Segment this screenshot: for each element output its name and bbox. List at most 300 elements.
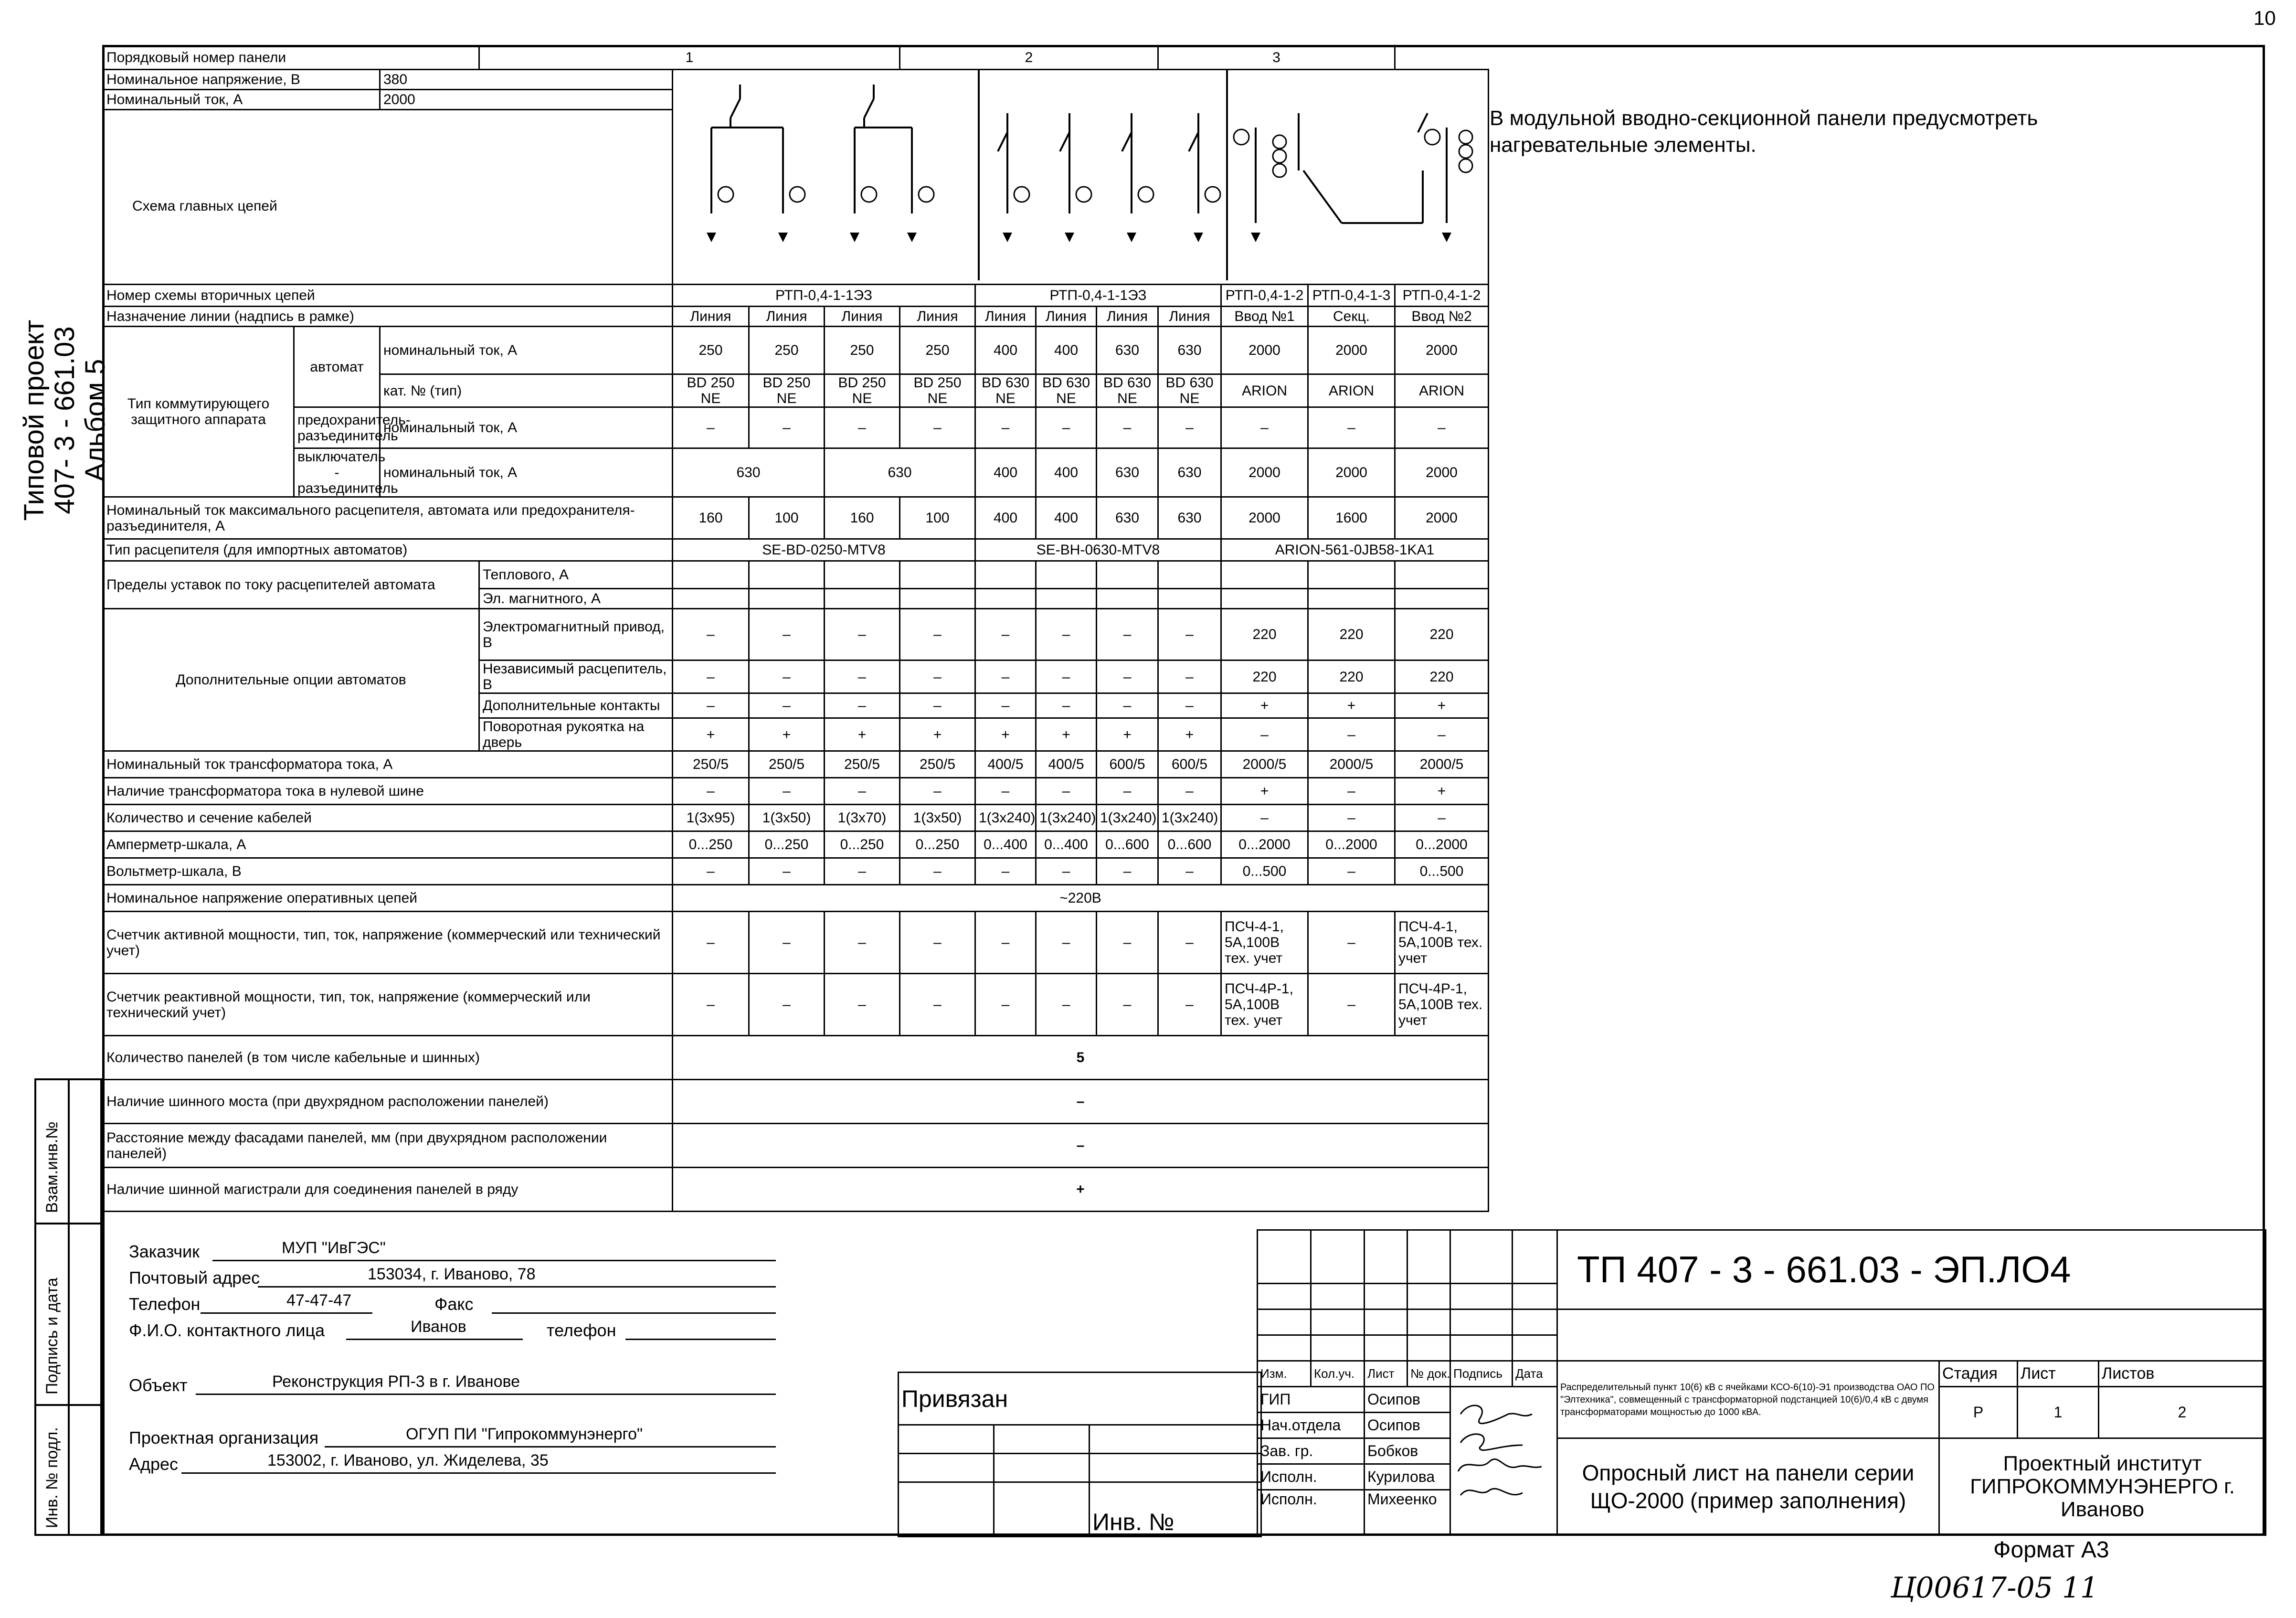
ct-neutral: – [900, 778, 975, 805]
purpose-cell: Ввод №2 [1395, 307, 1489, 327]
ct-ratio: 400/5 [975, 751, 1036, 778]
label-opt-drive: Электромагнитный привод, В [479, 609, 673, 660]
opt-drive: – [825, 609, 900, 660]
automat-current: 2000 [1308, 327, 1395, 374]
voltmeter: – [673, 858, 749, 885]
cables: – [1308, 805, 1395, 831]
voltmeter: – [1308, 858, 1395, 885]
label-purpose: Назначение линии (надпись в рамке) [103, 307, 673, 327]
bus-bridge: – [673, 1080, 1489, 1124]
opt-contacts: – [825, 693, 900, 718]
role-ispoln-2: Исполн. [1258, 1490, 1365, 1535]
object-row [129, 1375, 788, 1394]
automat-current: 250 [825, 327, 900, 374]
secondary-panel-1: РТП-0,4-1-1ЭЗ [673, 285, 975, 307]
vzam-inv-label: Взам.инв.№ [43, 1121, 61, 1213]
project-title-text: Типовой проект [19, 319, 50, 521]
ct-ratio: 250/5 [825, 751, 900, 778]
design-org-row [129, 1425, 788, 1448]
cables: 1(3х50) [749, 805, 825, 831]
opt-contacts: – [900, 693, 975, 718]
opt-handle: + [1097, 718, 1158, 751]
label-secondary: Номер схемы вторичных цепей [103, 285, 673, 307]
opt-shunt: – [825, 660, 900, 693]
ct-ratio: 600/5 [1097, 751, 1158, 778]
voltmeter: 0...500 [1395, 858, 1489, 885]
contact-value: Иванов [411, 1318, 466, 1336]
switch-current: 2000 [1395, 448, 1489, 497]
voltmeter: – [749, 858, 825, 885]
opt-handle: – [1221, 718, 1308, 751]
voltmeter: – [1158, 858, 1221, 885]
opt-handle: + [825, 718, 900, 751]
fuse-current: – [975, 407, 1036, 448]
opt-handle: + [900, 718, 975, 751]
label-voltage: Номинальное напряжение, В [103, 70, 380, 90]
opt-shunt: – [749, 660, 825, 693]
opt-contacts: – [1158, 693, 1221, 718]
header-list: Лист [1365, 1361, 1407, 1387]
label-ct-neutral: Наличие трансформатора тока в нулевой шине [103, 778, 673, 805]
ct-neutral: – [1097, 778, 1158, 805]
automat-current: 2000 [1221, 327, 1308, 374]
label-options: Дополнительные опции автоматов [103, 609, 479, 751]
voltmeter: – [825, 858, 900, 885]
organization: Проектный институт ГИПРОКОММУНЭНЕРГО г. Иваново [1939, 1438, 2266, 1535]
design-org-label: Проектная организация [129, 1428, 319, 1448]
ct-ratio: 2000/5 [1395, 751, 1489, 778]
trip-current: 2000 [1395, 497, 1489, 539]
purpose-cell: Линия [975, 307, 1036, 327]
purpose-cell: Линия [749, 307, 825, 327]
switch-current: 630 [1097, 448, 1158, 497]
opt-handle: + [1158, 718, 1221, 751]
design-address-row [129, 1451, 788, 1474]
reactive-meter: – [673, 974, 749, 1036]
signatures [1451, 1400, 1551, 1518]
heater-note: В модульной вводно-секционной панели предусмотреть нагревательные элементы. [1490, 106, 2038, 157]
voltmeter: – [1097, 858, 1158, 885]
trip-current: 630 [1097, 497, 1158, 539]
switch-current: 400 [1036, 448, 1097, 497]
cables: 1(3х50) [900, 805, 975, 831]
switch-current: 2000 [1221, 448, 1308, 497]
fuse-current: – [825, 407, 900, 448]
fuse-current: – [1036, 407, 1097, 448]
opt-contacts: – [975, 693, 1036, 718]
inv-no-label: Инв. № [1090, 1482, 1261, 1537]
address-row [129, 1265, 788, 1288]
ct-neutral: – [1036, 778, 1097, 805]
ct-ratio: 400/5 [1036, 751, 1097, 778]
current-value: 2000 [380, 90, 673, 110]
purpose-cell: Линия [1036, 307, 1097, 327]
handwritten-note: Ц00617-05 11 [1891, 1571, 2099, 1605]
trip-current: 630 [1158, 497, 1221, 539]
project-code: 407- 3 - 661.03 [49, 326, 80, 514]
purpose-cell: Линия [825, 307, 900, 327]
label-cables: Количество и сечение кабелей [103, 805, 673, 831]
phone-row [129, 1291, 788, 1314]
automat-cat: BD 250 NE [825, 374, 900, 407]
header-doc-no: № док. [1407, 1361, 1450, 1387]
ammeter: 0...2000 [1308, 831, 1395, 858]
opt-contacts: + [1221, 693, 1308, 718]
ct-neutral: – [1158, 778, 1221, 805]
opt-drive: – [975, 609, 1036, 660]
label-elmag: Эл. магнитного, А [479, 589, 673, 609]
secondary-input-2: РТП-0,4-1-2 [1395, 285, 1489, 307]
cables: – [1221, 805, 1308, 831]
design-address-label: Адрес [129, 1454, 179, 1474]
opt-contacts: – [1097, 693, 1158, 718]
automat-cat: BD 630 NE [975, 374, 1036, 407]
cables: 1(3х240) [1097, 805, 1158, 831]
reactive-meter: – [825, 974, 900, 1036]
fuse-current: – [673, 407, 749, 448]
opt-drive: – [1036, 609, 1097, 660]
margin-divider [34, 1223, 102, 1224]
fuse-current: – [749, 407, 825, 448]
document-code: ТП 407 - 3 - 661.03 - ЭП.ЛО4 [1557, 1230, 2266, 1309]
contact-phone-label: телефон [547, 1320, 616, 1340]
album-label: Альбом 5 [80, 359, 111, 482]
fax-label: Факс [434, 1294, 474, 1314]
voltmeter: – [900, 858, 975, 885]
purpose-cell: Линия [1158, 307, 1221, 327]
cables: 1(3х95) [673, 805, 749, 831]
opt-shunt: – [1158, 660, 1221, 693]
label-fuse-current: номинальный ток, А [380, 407, 673, 448]
header-data: Дата [1513, 1361, 1557, 1387]
label-op-voltage: Номинальное напряжение оперативных цепей [103, 885, 673, 912]
design-address-value: 153002, г. Иваново, ул. Жиделева, 35 [267, 1451, 549, 1469]
bus-main: + [673, 1168, 1489, 1212]
automat-cat: ARION [1308, 374, 1395, 407]
label-opt-handle: Поворотная рукоятка на дверь [479, 718, 673, 751]
label-distance: Расстояние между фасадами панелей, мм (при двухрядном расположении панелей) [103, 1124, 673, 1168]
opt-handle: + [673, 718, 749, 751]
reactive-meter: – [749, 974, 825, 1036]
design-org-value: ОГУП ПИ "Гипрокоммунэнерго" [406, 1425, 643, 1443]
sheets-label: Листов [2099, 1361, 2266, 1387]
opt-shunt: – [975, 660, 1036, 693]
label-bus-main: Наличие шинной магистрали для соединения панелей в ряду [103, 1168, 673, 1212]
ct-ratio: 250/5 [900, 751, 975, 778]
purpose-cell: Линия [673, 307, 749, 327]
active-meter: – [975, 912, 1036, 974]
secondary-section: РТП-0,4-1-3 [1308, 285, 1395, 307]
secondary-panel-2: РТП-0,4-1-1ЭЗ [975, 285, 1221, 307]
active-meter: ПСЧ-4-1, 5А,100В тех. учет [1395, 912, 1489, 974]
distance: – [673, 1124, 1489, 1168]
name-gip: Осипов [1365, 1387, 1450, 1413]
label-switch-type: Тип коммутирующего защитного аппарата [103, 327, 294, 497]
doc-title: Опросный лист на панели серии ЩО-2000 (пример заполнения) [1557, 1438, 1939, 1535]
ct-neutral: + [1221, 778, 1308, 805]
automat-cat: BD 630 NE [1097, 374, 1158, 407]
name-ispoln-1: Курилова [1365, 1464, 1450, 1490]
role-ispoln-1: Исполн. [1258, 1464, 1365, 1490]
address-label: Почтовый адрес [129, 1268, 260, 1288]
active-meter: – [1036, 912, 1097, 974]
trip-current: 400 [975, 497, 1036, 539]
reactive-meter: – [1158, 974, 1221, 1036]
automat-cat: BD 630 NE [1036, 374, 1097, 407]
cables: 1(3х240) [1036, 805, 1097, 831]
ammeter: 0...250 [749, 831, 825, 858]
description: Распределительный пункт 10(6) кВ с ячейками КСО-6(10)-Э1 производства ОАО ПО "Элтехника", совмещенный с трансформаторной подстанцией 10(6)/0,4 кВ с двумя трансформаторами мощностью до 1000 кВА. [1557, 1361, 1939, 1438]
cables: – [1395, 805, 1489, 831]
label-switch-current: номинальный ток, А [380, 448, 673, 497]
opt-handle: + [975, 718, 1036, 751]
trip-current: 100 [749, 497, 825, 539]
trip-type-panel-3: ARION-561-0JB58-1KA1 [1221, 539, 1489, 561]
opt-shunt: 220 [1395, 660, 1489, 693]
switch-current: 2000 [1308, 448, 1395, 497]
ct-neutral: – [1308, 778, 1395, 805]
opt-shunt: 220 [1221, 660, 1308, 693]
stage-value: Р [1939, 1387, 2018, 1438]
switch-current: 400 [975, 448, 1036, 497]
label-switch-disconnector: выключатель - разъединитель [294, 448, 380, 497]
active-meter: – [1158, 912, 1221, 974]
ct-ratio: 250/5 [749, 751, 825, 778]
reactive-meter: ПСЧ-4Р-1, 5А,100В тех. учет [1221, 974, 1308, 1036]
trip-current: 2000 [1221, 497, 1308, 539]
switch-current: 630 [1158, 448, 1221, 497]
automat-cat: BD 630 NE [1158, 374, 1221, 407]
customer-label: Заказчик [129, 1242, 200, 1261]
active-meter: – [900, 912, 975, 974]
fuse-current: – [1097, 407, 1158, 448]
project-title [19, 277, 111, 564]
automat-current: 250 [749, 327, 825, 374]
phone-value: 47-47-47 [286, 1291, 352, 1309]
automat-current: 400 [975, 327, 1036, 374]
opt-handle: + [749, 718, 825, 751]
ammeter: 0...400 [975, 831, 1036, 858]
opt-handle: – [1308, 718, 1395, 751]
automat-cat: BD 250 NE [900, 374, 975, 407]
label-reactive-meter: Счетчик реактивной мощности, тип, ток, напряжение (коммерческий или технический учет) [103, 974, 673, 1036]
label-opt-contacts: Дополнительные контакты [479, 693, 673, 718]
purpose-cell: Линия [900, 307, 975, 327]
role-nach-otdela: Нач.отдела [1258, 1413, 1365, 1438]
opt-contacts: – [749, 693, 825, 718]
automat-current: 630 [1097, 327, 1158, 374]
label-bus-bridge: Наличие шинного моста (при двухрядном расположении панелей) [103, 1080, 673, 1124]
voltmeter: 0...500 [1221, 858, 1308, 885]
label-panel-count: Количество панелей (в том числе кабельные и шинных) [103, 1036, 673, 1080]
purpose-cell: Секц. [1308, 307, 1395, 327]
trip-type-panel-1: SE-BD-0250-MTV8 [673, 539, 975, 561]
header-podpis: Подпись [1450, 1361, 1513, 1387]
ct-ratio: 2000/5 [1221, 751, 1308, 778]
customer-row [129, 1239, 788, 1261]
fuse-current: – [1395, 407, 1489, 448]
ct-neutral: – [825, 778, 900, 805]
opt-handle: – [1395, 718, 1489, 751]
opt-drive: – [673, 609, 749, 660]
label-ct: Номинальный ток трансформатора тока, А [103, 751, 673, 778]
panel-3-number: 3 [1158, 46, 1395, 70]
automat-current: 2000 [1395, 327, 1489, 374]
active-meter: – [825, 912, 900, 974]
label-ammeter: Амперметр-шкала, А [103, 831, 673, 858]
opt-drive: 220 [1221, 609, 1308, 660]
trip-current: 100 [900, 497, 975, 539]
contact-row [129, 1320, 788, 1340]
trip-type-panel-2: SE-BH-0630-MTV8 [975, 539, 1221, 561]
active-meter: – [673, 912, 749, 974]
automat-cat: ARION [1395, 374, 1489, 407]
format-label: Формат А3 [1993, 1537, 2109, 1563]
active-meter: ПСЧ-4-1, 5А,100В тех. учет [1221, 912, 1308, 974]
questionnaire-table [102, 45, 1489, 1212]
object-label: Объект [129, 1375, 188, 1395]
ammeter: 0...250 [900, 831, 975, 858]
name-zav-gr: Бобков [1365, 1438, 1450, 1464]
voltage-value: 380 [380, 70, 673, 90]
ct-ratio: 2000/5 [1308, 751, 1395, 778]
opt-drive: – [1158, 609, 1221, 660]
opt-drive: – [1097, 609, 1158, 660]
reactive-meter: ПСЧ-4Р-1, 5А,100В тех. учет [1395, 974, 1489, 1036]
opt-drive: 220 [1308, 609, 1395, 660]
ammeter: 0...2000 [1221, 831, 1308, 858]
opt-contacts: – [1036, 693, 1097, 718]
opt-contacts: – [673, 693, 749, 718]
role-gip: ГИП [1258, 1387, 1365, 1413]
opt-contacts: + [1308, 693, 1395, 718]
reactive-meter: – [1097, 974, 1158, 1036]
cables: 1(3х240) [1158, 805, 1221, 831]
label-voltmeter: Вольтметр-шкала, В [103, 858, 673, 885]
sheets-value: 2 [2099, 1387, 2266, 1438]
automat-current: 400 [1036, 327, 1097, 374]
reactive-meter: – [975, 974, 1036, 1036]
secondary-input-1: РТП-0,4-1-2 [1221, 285, 1308, 307]
reactive-meter: – [900, 974, 975, 1036]
fuse-current: – [1221, 407, 1308, 448]
podpis-data-label: Подпись и дата [43, 1277, 61, 1394]
privyazan-block [898, 1372, 1262, 1537]
ammeter: 0...250 [673, 831, 749, 858]
margin-divider [34, 1404, 102, 1406]
trip-current: 400 [1036, 497, 1097, 539]
trip-current: 160 [673, 497, 749, 539]
label-panel-no: Порядковый номер панели [103, 46, 479, 70]
ammeter: 0...600 [1097, 831, 1158, 858]
ammeter: 0...2000 [1395, 831, 1489, 858]
op-voltage: ~220В [673, 885, 1489, 912]
panel-2-number: 2 [900, 46, 1158, 70]
ct-neutral: – [673, 778, 749, 805]
page-number: 10 [2254, 7, 2276, 29]
margin-divider [68, 1078, 70, 1536]
opt-contacts: + [1395, 693, 1489, 718]
customer-value: МУП "ИвГЭС" [282, 1239, 386, 1257]
opt-drive: 220 [1395, 609, 1489, 660]
trip-current: 1600 [1308, 497, 1395, 539]
header-izm: Изм. [1258, 1361, 1311, 1387]
fuse-current: – [900, 407, 975, 448]
voltmeter: – [1036, 858, 1097, 885]
automat-cat: BD 250 NE [749, 374, 825, 407]
switch-current: 630 [825, 448, 975, 497]
label-scheme: Схема главных цепей [103, 129, 673, 285]
label-nominal-current: номинальный ток, А [380, 327, 673, 374]
trip-current: 160 [825, 497, 900, 539]
label-trip-type: Тип расцепителя (для импортных автоматов) [103, 539, 673, 561]
opt-drive: – [749, 609, 825, 660]
ammeter: 0...600 [1158, 831, 1221, 858]
ct-ratio: 250/5 [673, 751, 749, 778]
address-value: 153034, г. Иваново, 78 [368, 1265, 536, 1283]
label-thermal: Теплового, А [479, 561, 673, 589]
inv-podl-label: Инв. № подл. [43, 1427, 61, 1528]
label-limits: Пределы уставок по току расцепителей автомата [103, 561, 479, 609]
ct-ratio: 600/5 [1158, 751, 1221, 778]
opt-shunt: – [1097, 660, 1158, 693]
title-block [1257, 1229, 2266, 1536]
voltmeter: – [975, 858, 1036, 885]
ammeter: 0...250 [825, 831, 900, 858]
label-fuse-disconnector: предохранитель-разъединитель [294, 407, 380, 448]
fuse-current: – [1308, 407, 1395, 448]
privyazan-label: Привязан [899, 1373, 1261, 1425]
label-opt-shunt: Независимый расцепитель, В [479, 660, 673, 693]
ct-neutral: – [975, 778, 1036, 805]
opt-shunt: – [1036, 660, 1097, 693]
sheet-value: 1 [2018, 1387, 2099, 1438]
purpose-cell: Линия [1097, 307, 1158, 327]
object-value: Реконструкция РП-3 в г. Иванове [272, 1373, 520, 1391]
name-nach-otdela: Осипов [1365, 1413, 1450, 1438]
phone-label: Телефон [129, 1294, 201, 1314]
reactive-meter: – [1036, 974, 1097, 1036]
switch-current: 630 [673, 448, 825, 497]
name-ispoln-2: Михеенко [1365, 1490, 1450, 1535]
opt-shunt: – [673, 660, 749, 693]
label-trip-current: Номинальный ток максимального расцепителя, автомата или предохранителя-разъединителя, А [103, 497, 673, 539]
opt-handle: + [1036, 718, 1097, 751]
panel-count: 5 [673, 1036, 1489, 1080]
active-meter: – [1097, 912, 1158, 974]
automat-current: 250 [900, 327, 975, 374]
reactive-meter: – [1308, 974, 1395, 1036]
label-current: Номинальный ток, А [103, 90, 380, 110]
automat-cat: ARION [1221, 374, 1308, 407]
ammeter: 0...400 [1036, 831, 1097, 858]
sheet-label: Лист [2018, 1361, 2099, 1387]
opt-shunt: 220 [1308, 660, 1395, 693]
panel-1-number: 1 [479, 46, 900, 70]
label-active-meter: Счетчик активной мощности, тип, ток, напряжение (коммерческий или технический учет) [103, 912, 673, 974]
opt-shunt: – [900, 660, 975, 693]
ct-neutral: – [749, 778, 825, 805]
fuse-current: – [1158, 407, 1221, 448]
ct-neutral: + [1395, 778, 1489, 805]
label-automat: автомат [294, 327, 380, 407]
active-meter: – [749, 912, 825, 974]
automat-current: 250 [673, 327, 749, 374]
header-kol-uch: Кол.уч. [1311, 1361, 1365, 1387]
main-circuit-diagram [673, 70, 1569, 280]
purpose-cell: Ввод №1 [1221, 307, 1308, 327]
label-cat-no: кат. № (тип) [380, 374, 673, 407]
